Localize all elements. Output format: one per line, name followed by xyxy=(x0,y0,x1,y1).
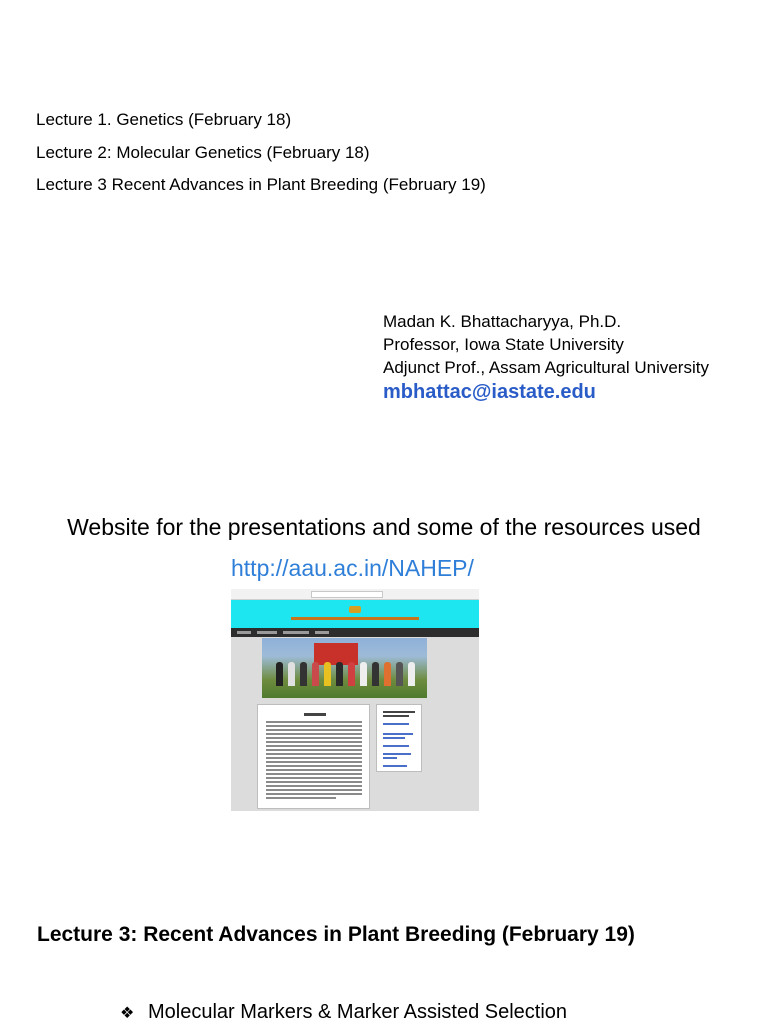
website-caption: Website for the presentations and some of the resources used xyxy=(67,514,701,540)
site-nav-bar xyxy=(231,628,479,637)
about-panel xyxy=(257,704,370,809)
topic-item xyxy=(120,999,567,1027)
author-title: Professor, Iowa State University xyxy=(383,335,624,354)
site-logo-icon xyxy=(349,606,361,613)
bullet-icon: ❖ xyxy=(120,1005,135,1022)
author-block xyxy=(383,310,709,405)
lecture3-heading: Lecture 3: Recent Advances in Plant Breeding (February 19) xyxy=(37,923,635,946)
lecture-item: Lecture 2: Molecular Genetics (February 18) xyxy=(36,142,370,162)
author-email-link[interactable]: mbhattac@iastate.edu xyxy=(383,381,596,403)
author-name: Madan K. Bhattacharyya, Ph.D. xyxy=(383,312,622,331)
banner-title-graphic xyxy=(291,617,419,620)
author-affiliation: Adjunct Prof., Assam Agricultural University xyxy=(383,358,709,377)
website-url-link[interactable]: http://aau.ac.in/NAHEP/ xyxy=(231,555,474,581)
lecture-item: Lecture 1. Genetics (February 18) xyxy=(36,110,292,129)
website-screenshot-image xyxy=(231,589,479,811)
lecture-item: Lecture 3 Recent Advances in Plant Breeding (February 19) xyxy=(36,175,486,194)
topic-text: Molecular Markers & Marker Assisted Selection xyxy=(148,1001,568,1023)
side-links-panel xyxy=(376,704,422,772)
group-photo-image xyxy=(262,638,427,698)
browser-bar xyxy=(231,589,479,600)
address-bar xyxy=(311,591,383,598)
site-banner xyxy=(231,600,479,628)
lecture-list xyxy=(36,104,486,202)
